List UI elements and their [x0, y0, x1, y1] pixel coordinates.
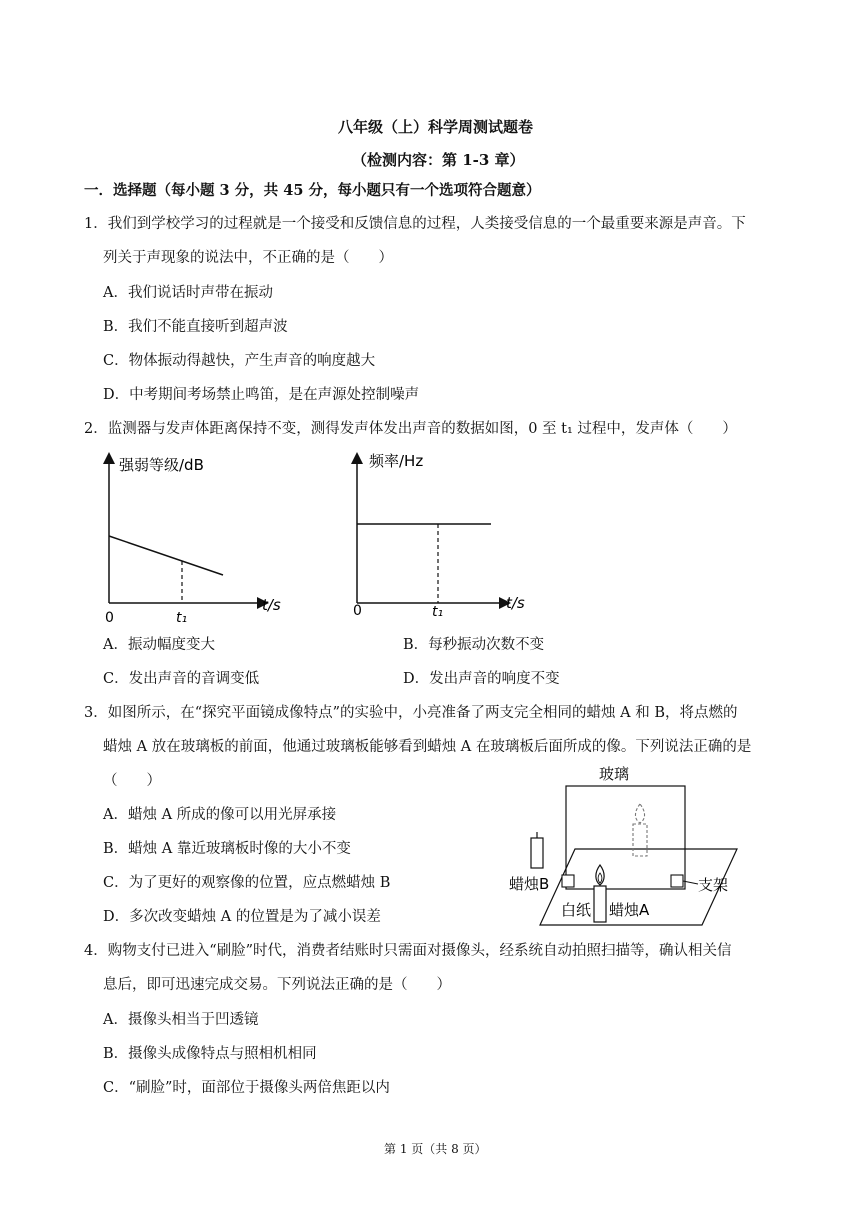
origin-label: 0: [353, 603, 362, 619]
question-3-option-b: B．蜡烛 A 靠近玻璃板时像的大小不变: [103, 841, 351, 857]
paper-label: 白纸: [561, 901, 592, 919]
question-2-option-b: B．每秒振动次数不变: [403, 637, 545, 653]
t1-tick-label: t₁: [176, 610, 188, 626]
decreasing-line: [109, 536, 223, 575]
candle-a-image-flame: [635, 804, 644, 823]
candle-a-label: 蜡烛A: [609, 901, 650, 919]
frequency-graph: [343, 448, 543, 626]
y-axis-label: 强弱等级/dB: [119, 456, 204, 474]
question-1-stem-line-2: 列关于声现象的说法中，不正确的是（ ）: [103, 250, 393, 266]
support-left: [562, 875, 574, 887]
y-axis-label: 频率/Hz: [369, 452, 424, 470]
question-1-option-b: B．我们不能直接听到超声波: [103, 319, 288, 335]
question-3-option-a: A．蜡烛 A 所成的像可以用光屏承接: [103, 807, 337, 823]
t1-tick-label: t₁: [432, 604, 444, 620]
page-subtitle: （检测内容：第 1-3 章）: [352, 151, 525, 169]
question-2-stem: 2．监测器与发声体距离保持不变，测得发声体发出声音的数据如图，0 至 t₁ 过程中，发声体（ ）: [84, 421, 737, 437]
question-1-option-c: C．物体振动得越快，产生声音的响度越大: [103, 353, 376, 369]
question-3-stem-line-1: 3．如图所示，在“探究平面镜成像特点”的实验中，小亮准备了两支完全相同的蜡烛 A 和 B，将点燃的: [84, 705, 738, 721]
question-2-option-d: D．发出声音的响度不变: [403, 671, 560, 687]
question-4-option-b: B．摄像头成像特点与照相机相同: [103, 1046, 317, 1062]
question-3-option-c: C．为了更好的观察像的位置，应点燃蜡烛 B: [103, 875, 391, 891]
stand-label: 支架: [698, 876, 729, 894]
glass-label: 玻璃: [599, 765, 630, 783]
support-right: [671, 875, 683, 887]
mirror-experiment-figure: [505, 760, 745, 930]
question-1-stem-line-1: 1．我们到学校学习的过程就是一个接受和反馈信息的过程，人类接受信息的一个最重要来源是声音。下: [84, 216, 746, 232]
question-3-stem-line-2: 蜡烛 A 放在玻璃板的前面，他通过玻璃板能够看到蜡烛 A 在玻璃板后面所成的像。下列说法正确的是: [103, 739, 752, 755]
question-2-option-a: A．振动幅度变大: [103, 637, 215, 653]
x-axis-label: t/s: [262, 596, 281, 614]
page-title: 八年级（上）科学周测试题卷: [338, 118, 534, 136]
question-4-stem-line-1: 4．购物支付已进入“刷脸”时代，消费者结账时只需面对摄像头，经系统自动拍照扫描等，确认相关信: [84, 943, 732, 959]
loudness-graph: [95, 448, 295, 626]
candle-a-image: [633, 824, 647, 856]
origin-label: 0: [105, 610, 114, 626]
candle-b-label: 蜡烛B: [509, 875, 550, 893]
question-1-option-d: D．中考期间考场禁止鸣笛，是在声源处控制噪声: [103, 387, 420, 403]
candle-a: [594, 886, 606, 922]
candle-b: [531, 838, 543, 868]
question-4-option-a: A．摄像头相当于凹透镜: [103, 1012, 259, 1028]
page-number: 第 1 页（共 8 页）: [384, 1142, 487, 1156]
question-4-stem-line-2: 息后，即可迅速完成交易。下列说法正确的是（ ）: [103, 977, 451, 993]
candle-a-flame: [596, 865, 604, 885]
question-2-option-c: C．发出声音的音调变低: [103, 671, 260, 687]
question-4-option-c: C．“刷脸”时，面部位于摄像头两倍焦距以内: [103, 1080, 390, 1096]
question-3-stem-line-3: （ ）: [103, 773, 161, 789]
section-heading: 一．选择题（每小题 3 分，共 45 分，每小题只有一个选项符合题意）: [84, 182, 541, 199]
question-1-option-a: A．我们说话时声带在振动: [103, 285, 273, 301]
glass-plate: [566, 786, 685, 889]
question-3-option-d: D．多次改变蜡烛 A 的位置是为了减小误差: [103, 909, 381, 925]
x-axis-label: t/s: [506, 594, 525, 612]
